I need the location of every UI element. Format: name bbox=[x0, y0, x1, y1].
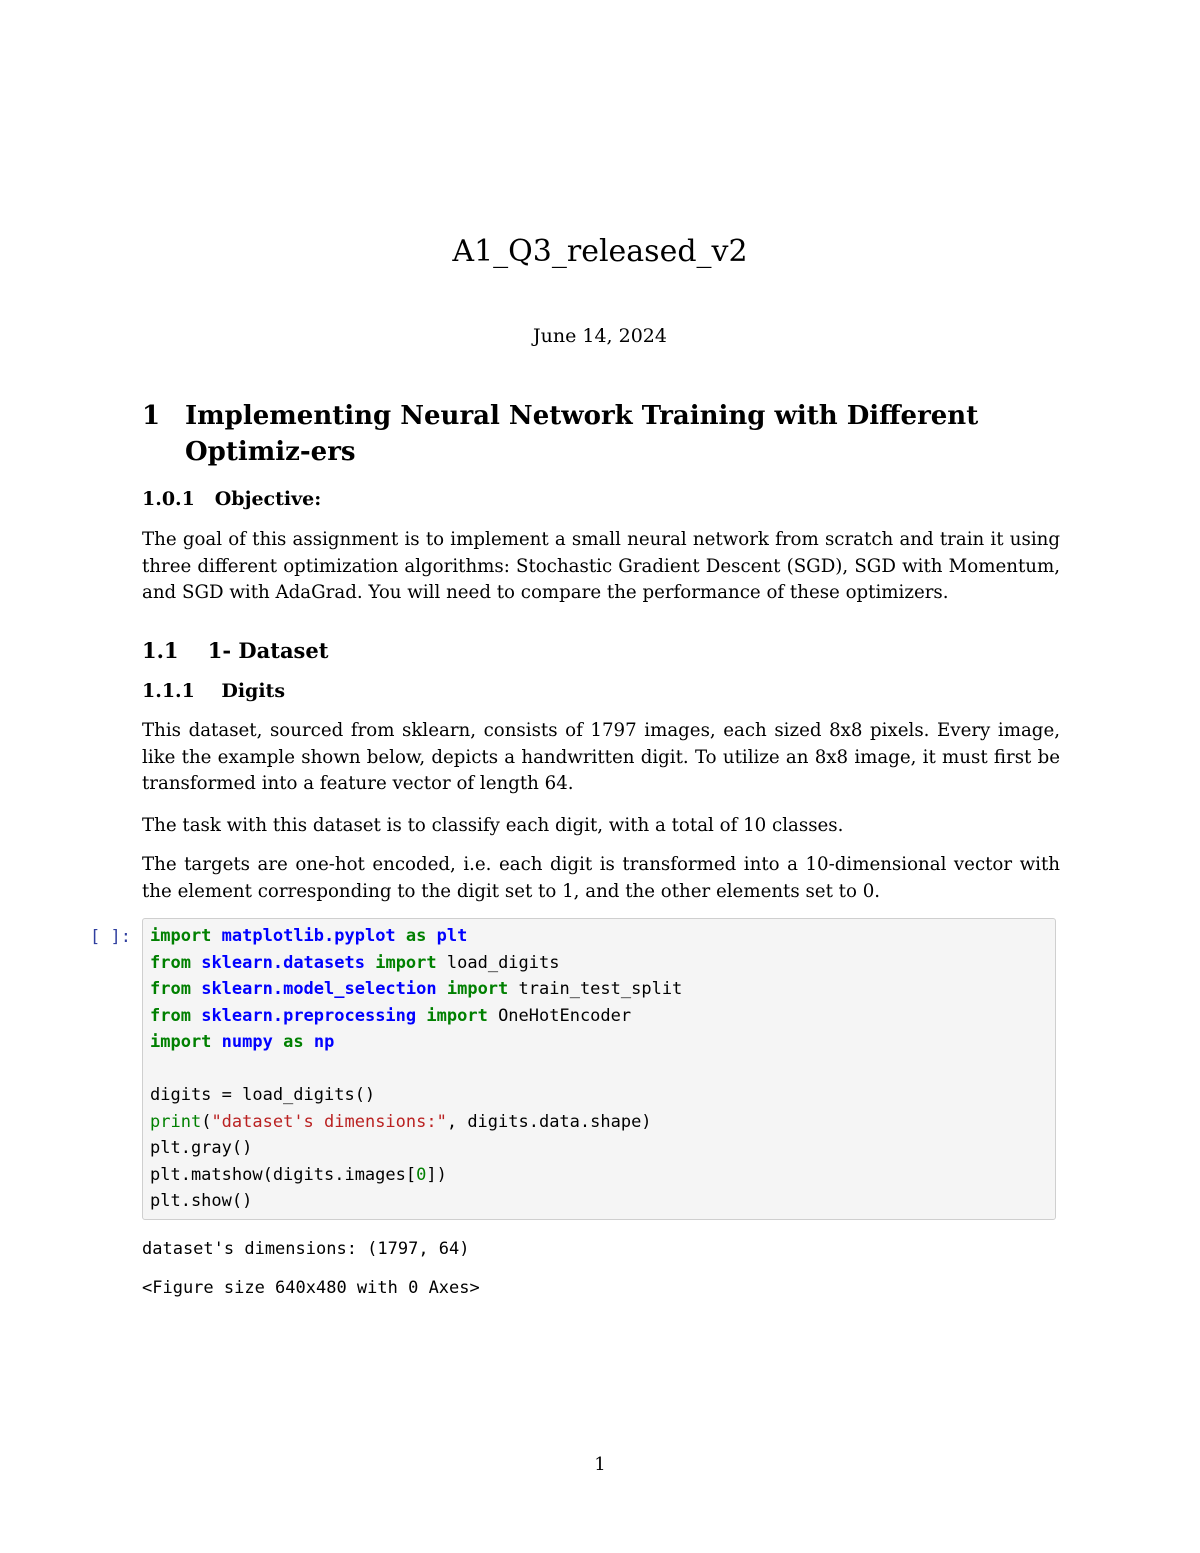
code-token: sklearn.datasets bbox=[201, 952, 365, 973]
cell-output-line: dataset's dimensions: (1797, 64) bbox=[142, 1239, 470, 1259]
code-token: import bbox=[446, 979, 509, 999]
code-token: from bbox=[150, 1005, 191, 1026]
subsubsection-number: 1.0.1 bbox=[142, 488, 195, 510]
code-token: from bbox=[150, 979, 191, 999]
code-token: as bbox=[405, 926, 427, 946]
code-token: np bbox=[313, 1032, 335, 1052]
code-token: ( bbox=[201, 1111, 212, 1132]
digits-heading bbox=[142, 679, 285, 703]
code-token: plt.show() bbox=[150, 1191, 253, 1211]
code-token: train_test_split bbox=[518, 979, 683, 999]
cell-output-line: <Figure size 640x480 with 0 Axes> bbox=[142, 1278, 480, 1298]
subsection-number: 1.1 bbox=[142, 638, 179, 663]
code-token: as bbox=[283, 1032, 304, 1052]
code-token: digits = load_digits() bbox=[150, 1085, 376, 1105]
code-token: plt.gray() bbox=[150, 1138, 253, 1158]
code-token: import bbox=[150, 1032, 212, 1052]
code-token: print bbox=[150, 1111, 202, 1132]
page-number: 1 bbox=[594, 1454, 606, 1475]
subsubsection-title: Digits bbox=[221, 680, 286, 702]
dataset-heading bbox=[142, 637, 328, 665]
code-token: import bbox=[375, 952, 437, 973]
objective-heading bbox=[142, 487, 321, 511]
code-token: sklearn.model_selection bbox=[201, 979, 437, 999]
code-cell[interactable] bbox=[142, 918, 1056, 1220]
code-token: import bbox=[150, 926, 212, 946]
cell-prompt: [ ]: bbox=[90, 927, 131, 947]
code-token: plt bbox=[436, 926, 468, 946]
digits-paragraph-1: This dataset, sourced from sklearn, consists of 1797 images, each sized 8x8 pixels. Every image, like the example shown below, depicts a handwritten digit. To utilize an 8x8 image, it must first be transformed into a feature vector of length 64. bbox=[142, 720, 1060, 794]
subsection-title: 1- Dataset bbox=[207, 638, 329, 663]
subsubsection-number: 1.1.1 bbox=[142, 680, 195, 702]
code-token: import bbox=[426, 1005, 488, 1026]
digits-paragraph-3: The targets are one-hot encoded, i.e. each digit is transformed into a 10-dimensional vector with the element corresponding to the digit set to 1, and the other elements set to 0. bbox=[142, 854, 1060, 902]
section-1-heading bbox=[142, 398, 1072, 470]
document-title: A1_Q3_released_v2 bbox=[452, 234, 748, 269]
code-token: from bbox=[150, 952, 191, 973]
code-token: load_digits bbox=[446, 952, 560, 973]
digits-paragraph-2: The task with this dataset is to classify each digit, with a total of 10 classes. bbox=[142, 815, 844, 836]
section-number: 1 bbox=[142, 401, 161, 431]
code-token: OneHotEncoder bbox=[498, 1005, 632, 1026]
code-token: matplotlib.pyplot bbox=[221, 926, 396, 946]
code-token: "dataset's dimensions:" bbox=[211, 1111, 447, 1132]
objective-paragraph: The goal of this assignment is to implement a small neural network from scratch and train it using three different optimization algorithms: Stochastic Gradient Descent (SGD), SGD with Momentum, and SGD with AdaGrad. You will need to compare the performance of these optimizers. bbox=[142, 529, 1060, 603]
subsubsection-title: Objective: bbox=[214, 488, 322, 510]
code-token: plt.matshow(digits.images[ bbox=[150, 1164, 417, 1185]
code-token: sklearn.preprocessing bbox=[201, 1005, 417, 1026]
document-date: June 14, 2024 bbox=[533, 325, 667, 347]
code-token: numpy bbox=[221, 1032, 273, 1052]
code-block bbox=[150, 923, 682, 1215]
code-token: 0 bbox=[416, 1164, 427, 1185]
section-title: Implementing Neural Network Training with Different Optimiz-ers bbox=[185, 401, 979, 467]
code-token: ]) bbox=[426, 1164, 447, 1185]
code-token: , digits.data.shape) bbox=[446, 1111, 652, 1132]
